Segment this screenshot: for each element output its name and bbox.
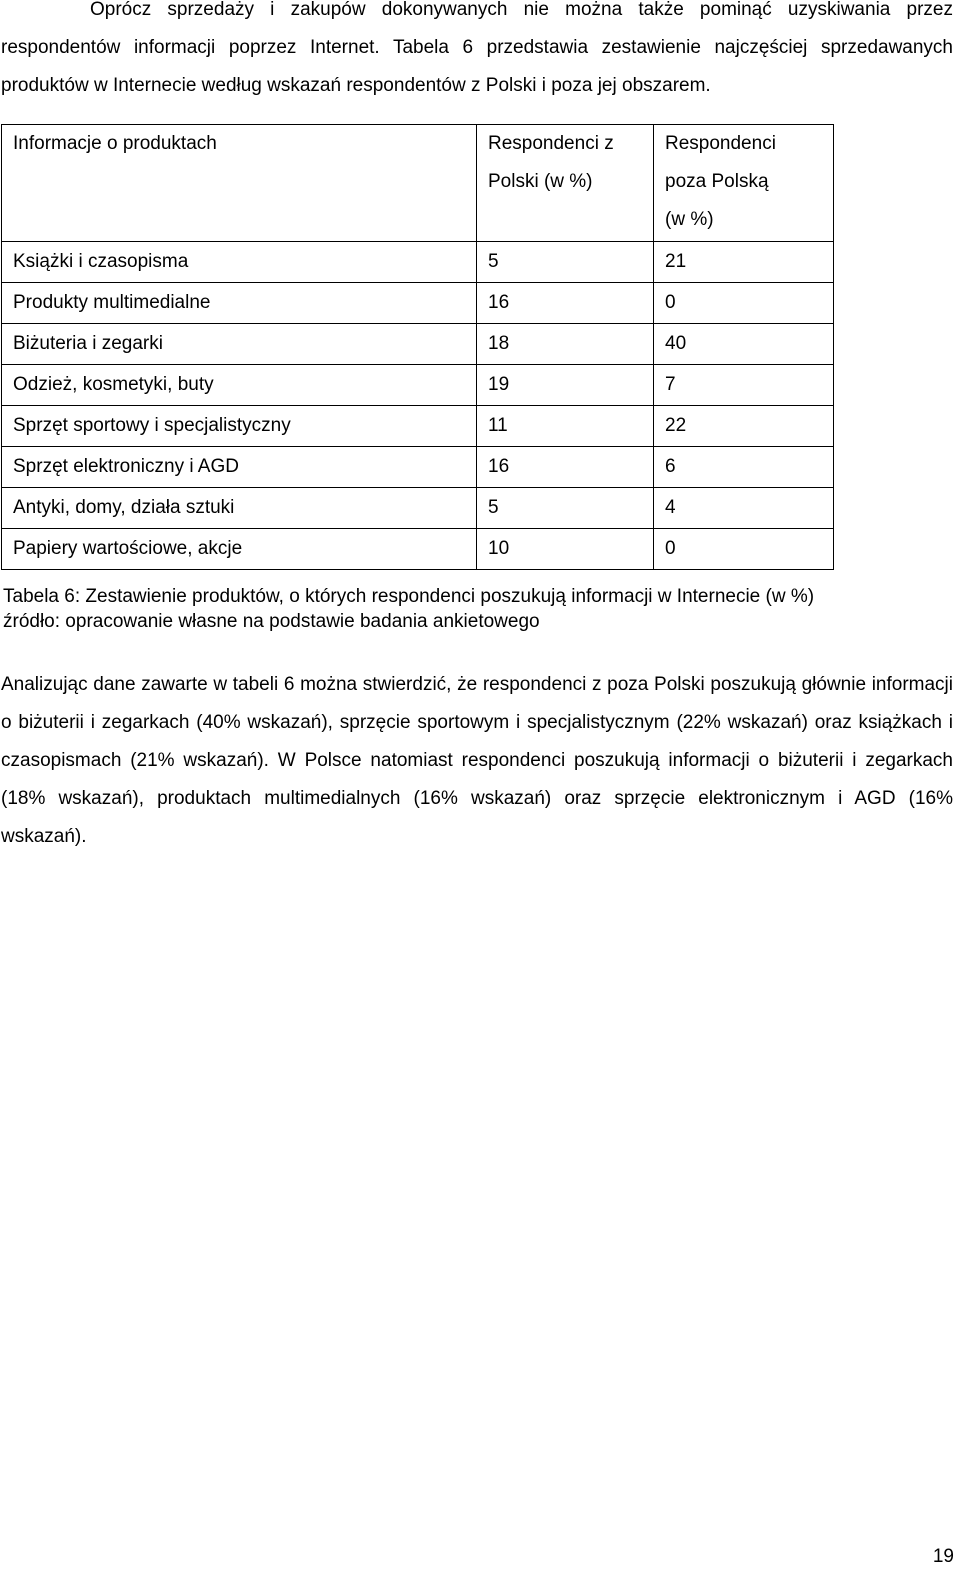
analysis-paragraph: Analizując dane zawarte w tabeli 6 można stwierdzić, że respondenci z poza Polski poszukują głównie informacji o biżuterii i zegarkach (40% wskazań), sprzęcie sportowym i specjalistycznym (22% wskazań) oraz książkach i czasopismach (21% wskazań). W Polsce natomiast respondenci poszukują informacji o biżuterii i zegarkach (18% wskazań), produktach multimedialnych (16% wskazań) oraz sprzęcie elektronicznym i AGD (16% wskazań). [1,674,953,847]
table-header-row [2,125,834,242]
row-label: Sprzęt elektroniczny i AGD [2,447,477,488]
table-row [2,365,834,406]
row-value-abroad: 4 [654,488,834,529]
row-value-poland: 11 [477,406,654,447]
table-row [2,242,834,283]
row-label: Odzież, kosmetyki, buty [2,365,477,406]
row-value-poland: 19 [477,365,654,406]
table-row [2,447,834,488]
row-value-abroad: 0 [654,283,834,324]
intro-paragraph [1,0,953,105]
row-value-poland: 10 [477,529,654,570]
table-row [2,283,834,324]
row-label: Sprzęt sportowy i specjalistyczny [2,406,477,447]
row-value-poland: 5 [477,242,654,283]
row-label: Książki i czasopisma [2,242,477,283]
table-row [2,324,834,365]
row-value-abroad: 40 [654,324,834,365]
row-value-poland: 16 [477,447,654,488]
row-value-abroad: 22 [654,406,834,447]
page-number: 19 [932,1546,954,1567]
header-respondents-poland: Respondenci z Polski (w %) [477,125,654,242]
row-value-abroad: 21 [654,242,834,283]
table-row [2,406,834,447]
table-source-note: źródło: opracowanie własne na podstawie badania ankietowego [3,611,540,632]
row-value-poland: 16 [477,283,654,324]
row-label: Antyki, domy, działa sztuki [2,488,477,529]
table-row [2,529,834,570]
row-label: Biżuteria i zegarki [2,324,477,365]
row-label: Papiery wartościowe, akcje [2,529,477,570]
products-table [1,124,834,570]
table-caption: Tabela 6: Zestawienie produktów, o których respondenci poszukują informacji w Internecie (w %) [3,586,815,607]
row-value-abroad: 6 [654,447,834,488]
header-product-info: Informacje o produktach [2,125,477,242]
table-row [2,488,834,529]
row-label: Produkty multimedialne [2,283,477,324]
header-respondents-abroad: Respondenci poza Polską (w %) [654,125,834,242]
row-value-poland: 18 [477,324,654,365]
row-value-abroad: 7 [654,365,834,406]
row-value-abroad: 0 [654,529,834,570]
intro-text: Oprócz sprzedaży i zakupów dokonywanych nie można także pominąć uzyskiwania przez respondentów informacji poprzez Internet. Tabela 6 przedstawia zestawienie najczęściej sprzedawanych produktów w Internecie według wskazań respondentów z Polski i poza jej obszarem. [1,0,953,96]
row-value-poland: 5 [477,488,654,529]
